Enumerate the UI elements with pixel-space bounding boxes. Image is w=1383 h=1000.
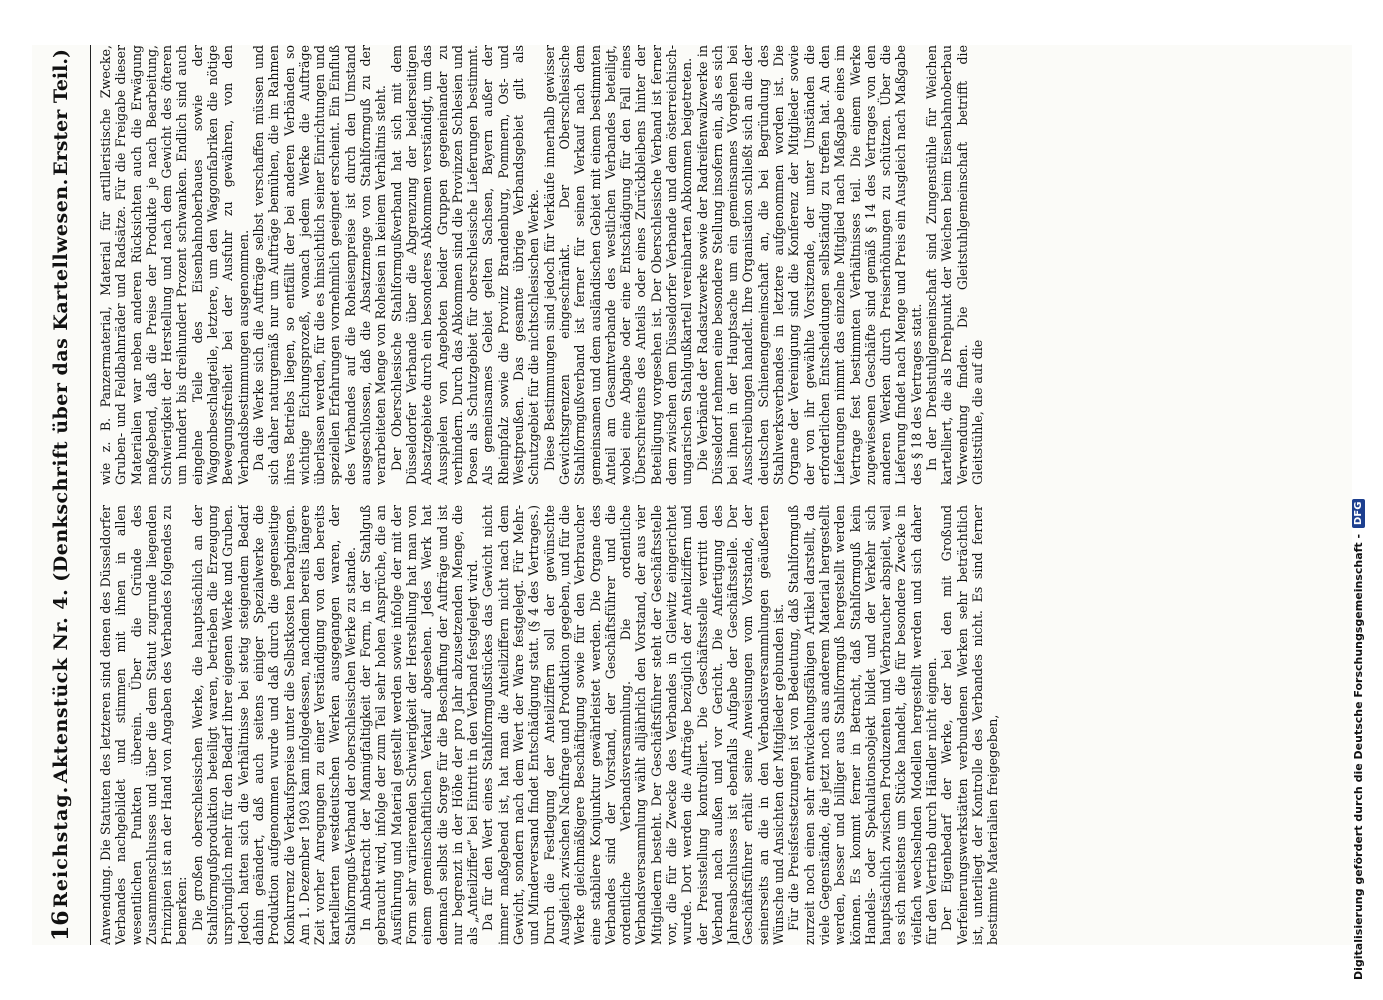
credit-text: Digitalisierung gefördert durch die Deutsche Forschungsgemeinschaft -	[1351, 533, 1365, 980]
text-column-right	[98, 45, 1348, 485]
paragraph: Da die Werke sich die Aufträge selbst verschaffen müssen und sich daher naturgemäß nur um Aufträge bemühen, die im Rahmen ihres Betriebs liegen, so entfällt der bei anderen Verbänden so wichtige Eichungsprozeß, wonach jedem Werke die Aufträge überlassen werden, für die es hinsichtlich seiner Einrichtungen und speziellen Erfahrungen vornehmlich geeignet erscheint. Ein Einfluß des Verbandes auf die Roheisenpreise ist durch den Umstand ausgeschlossen, daß die Absatzmenge von Stahlformguß zu der verarbeiteten Menge von Roheisen in keinem Verhältnis steht.	[250, 45, 389, 485]
document-page	[32, 45, 1352, 945]
paragraph: In Anbetracht der Mannigfaltigkeit der Form, in der Stahlguß gebraucht wird, infolge der zum Teil sehr hohen Ansprüche, die an Ausführung und Material gestellt werden sowie infolge der mit der Form sehr variierenden Schwierigkeit der Herstellung hat man von einem gemeinschaftlichen Verkauf abgesehen. Jedes Werk hat demnach selbst die Sorge für die Beschaffung der Aufträge und ist nur begrenzt in der Höhe der pro Jahr abzusetzenden Menge, die als „Anteilziffer“ bei Eintritt in den Verband festgelegt wird.	[358, 505, 481, 945]
digitization-credit	[1347, 8, 1371, 988]
dfg-logo: DFG	[1352, 499, 1365, 528]
paragraph: Für die Preisfestsetzungen ist von Bedeutung, daß Stahlformguß zurzeit noch einen sehr entwickelungsfähigen Artikel darstellt, da viele Gegenstände, die jetzt noch aus anderem Material hergestellt werden, besser und billiger aus Stahlformguß hergestellt werden können. Es kommt ferner in Betracht, daß Stahlformguß kein Handels- oder Spekulationsobjekt bildet und der Verkehr sich hauptsächlich zwischen Produzenten und Verbraucher abspielt, weil es sich meistens um Stücke handelt, die für besondere Zwecke in vielfach wechselnden Modellen hergestellt werden und sich daher für den Vertrieb durch Händler nicht eignen.	[786, 505, 940, 945]
header-center-title: Aktenstück Nr. 4. (Denkschrift über das Kartellwesen.	[50, 178, 72, 784]
paragraph: wie z. B. Panzermaterial, Material für artilleristische Zwecke, Gruben- und Feldbahnräder und Radsätze. Für die Freigabe dieser Materialien war neben anderen Rücksichten auch die Erwägung maßgebend, daß die Preise der Produkte je nach Bearbeitung, Schwierigkeit der Herstellung und nach dem Gewicht des öfteren um hundert bis dreihundert Prozent schwanken. Endlich sind auch eingelne Teile des Eisenbahnoberbaues sowie der Waggonbeschlagteile, letztere, um den Waggonfabriken die nötige Bewegungsfreiheit bei der Ausfuhr zu gewähren, von den Verbandsbestimmungen ausgenommen.	[98, 45, 251, 485]
paragraph: Die Verbände der Radsatzwerke sowie der Radreifenwalzwerke in Düsseldorf nehmen eine besondere Stellung insofern ein, als es sich bei ihnen in der Hauptsache um ein gemeinsames Vorgehen bei Ausschreibungen handelt. Ihre Organisation schließt sich an die der deutschen Schienengemeinschaft an, die bei Begründung des Stahlwerksverbandes in letztere aufgenommen worden ist. Die Organe der Vereinigung sind die Konferenz der Mitglieder sowie der von ihr gewählte Vorsitzende, der unter Umständen die erforderlichen Entscheidungen selbständig zu treffen hat. An den Lieferungen nimmt das einzelne Mitglied nach Maßgabe eines im Vertrage fest bestimmten Verhältnisses teil. Die einem Werke zugewiesenen Geschäfte sind gemäß § 14 des Vertrages von den anderen Werken durch Preiserhöhungen zu schützen. Über die Lieferung findet nach Menge und Preis ein Ausgleich nach Maßgabe des § 18 des Vertrages statt.	[694, 45, 924, 485]
paragraph: Der Eigenbedarf der Werke, der bei den mit Großund Verfeinerungswerkstätten verbundenen Werken sehr beträchtlich ist, unterliegt der Kontrolle des Verbandes nicht. Es sind ferner bestimmte Materialien freigegeben,	[939, 505, 1001, 945]
paragraph: Der Oberschlesische Stahlformgußverband hat sich mit dem Düsseldorfer Verbande über die Abgrenzung der beiderseitigen Absatzgebiete durch ein besonderes Abkommen verständigt, um das Ausspielen von Angeboten beider Gruppen gegeneinander zu verhindern. Durch das Abkommen sind die Provinzen Schlesien und Posen als Schutzgebiet für oberschlesische Lieferungen bestimmt. Als gemeinsames Gebiet gelten Sachsen, Bayern außer der Rheinpfalz sowie die Provinz Brandenburg, Pommern, Ost- und Westpreußen. Das gesamte übrige Verbandsgebiet gilt als Schutzgebiet für die nichtschlesischen Werke.	[388, 45, 542, 485]
paragraph: Da für den Wert eines Stahlformgußstückes das Gewicht nicht immer maßgebend ist, hat man die Anteilziffern nicht nach dem Gewicht, sondern nach dem Wert der Ware festgelegt. Für Mehr- und Minderversand findet Entschädigung statt. (§ 4 des Vertrages.) Durch die Festlegung der Anteilziffern soll der gewünschte Ausgleich zwischen Nachfrage und Produktion gegeben, und für die Werke gleichmäßigere Beschäftigung sowie für den Verbraucher eine stabilere Konjunktur gewährleistet werden. Die Organe des Verbandes sind der Vorstand, der Geschäftsführer und die ordentliche Verbandsversammlung. Die ordentliche Verbandsversammlung wählt alljährlich den Vorstand, der aus vier Mitgliedern besteht. Der Geschäftsführer steht der Geschäftsstelle vor, die für die Zwecke des Verbandes in Gleiwitz eingerichtet wurde. Dort werden die Aufträge bezüglich der Anteilziffern und der Preisstellung kontrolliert. Die Geschäftsstelle vertritt den Verband nach außen und vor Gericht. Die Anfertigung des Jahresabschlusses ist ebenfalls Aufgabe der Geschäftsstelle. Der Geschäftsführer erhält seine Anweisungen vom Vorstande, der seinerseits an die in den Verbandsversammlungen geäußerten Wünsche und Ansichten der Mitglieder gebunden ist.	[480, 505, 787, 945]
paragraph: Die großen oberschlesischen Werke, die hauptsächlich an der Stahlformgußproduktion beteiligt waren, betrieben die Erzeugung ursprünglich mehr für den Bedarf ihrer eigenen Werke und Gruben. Jedoch hatten sich die Verhältnisse bei stetig steigendem Bedarf dahin geändert, daß auch seitens einiger Spezialwerke die Produktion aufgenommen wurde und daß durch die gegenseitige Konkurrenz die Verkaufspreise unter die Selbstkosten herabgingen. Am 1. Dezember 1903 kam infolgedessen, nachdem bereits längere Zeit vorher Anregungen zu einer Verständigung von den bereits kartellierten westdeutschen Werken ausgegangen waren, der Stahlformguß-Verband der oberschlesischen Werke zu stande.	[189, 505, 358, 945]
page-header	[32, 45, 91, 945]
header-right-title: Erster Teil.)	[50, 49, 72, 176]
paragraph: In der Drehstuhlgemeinschaft sind Zungenstühle für Weichen kartelliert, die als Drehpunkt der Weichen beim Eisenbahnoberbau Verwendung finden. Die Gleitstuhlgemeinschaft betrifft die Gleitstühle, die auf die	[924, 45, 985, 485]
paragraph: Anwendung. Die Statuten des letzteren sind denen des Düsseldorfer Verbandes nachgebildet und stimmen mit ihnen in allen wesentlichen Punkten überein. Über die Gründe des Zusammenschlusses und über die dem Statut zugrunde liegenden Prinzipien ist an der Hand von Angaben des Verbandes folgendes zu bemerken:	[98, 505, 190, 945]
text-columns	[98, 45, 1348, 945]
text-column-left	[98, 505, 1348, 945]
header-left-title: Reichstag.	[50, 785, 72, 908]
page-number: 16	[48, 910, 74, 941]
paragraph: Diese Bestimmungen sind jedoch für Verkäufe innerhalb gewisser Gewichtsgrenzen eingeschränkt. Der Oberschlesische Stahlformgußverband ist ferner für seinen Verkauf nach dem gemeinsamen und dem ausländischen Gebiet mit einem bestimmten Anteil am Gesamtverbande des westlichen Verbandes beteiligt, wobei eine Abgabe oder eine Entschädigung für den Fall eines Überschreitens des Anteils oder eines Zurückbleibens hinter der Beteiligung vorgesehen ist. Der Oberschlesische Verband ist ferner dem zwischen dem Düsseldorfer Verbande und dem österreichisch-ungarischen Stahlgußkartell vereinbarten Abkommen beigetreten.	[541, 45, 695, 485]
